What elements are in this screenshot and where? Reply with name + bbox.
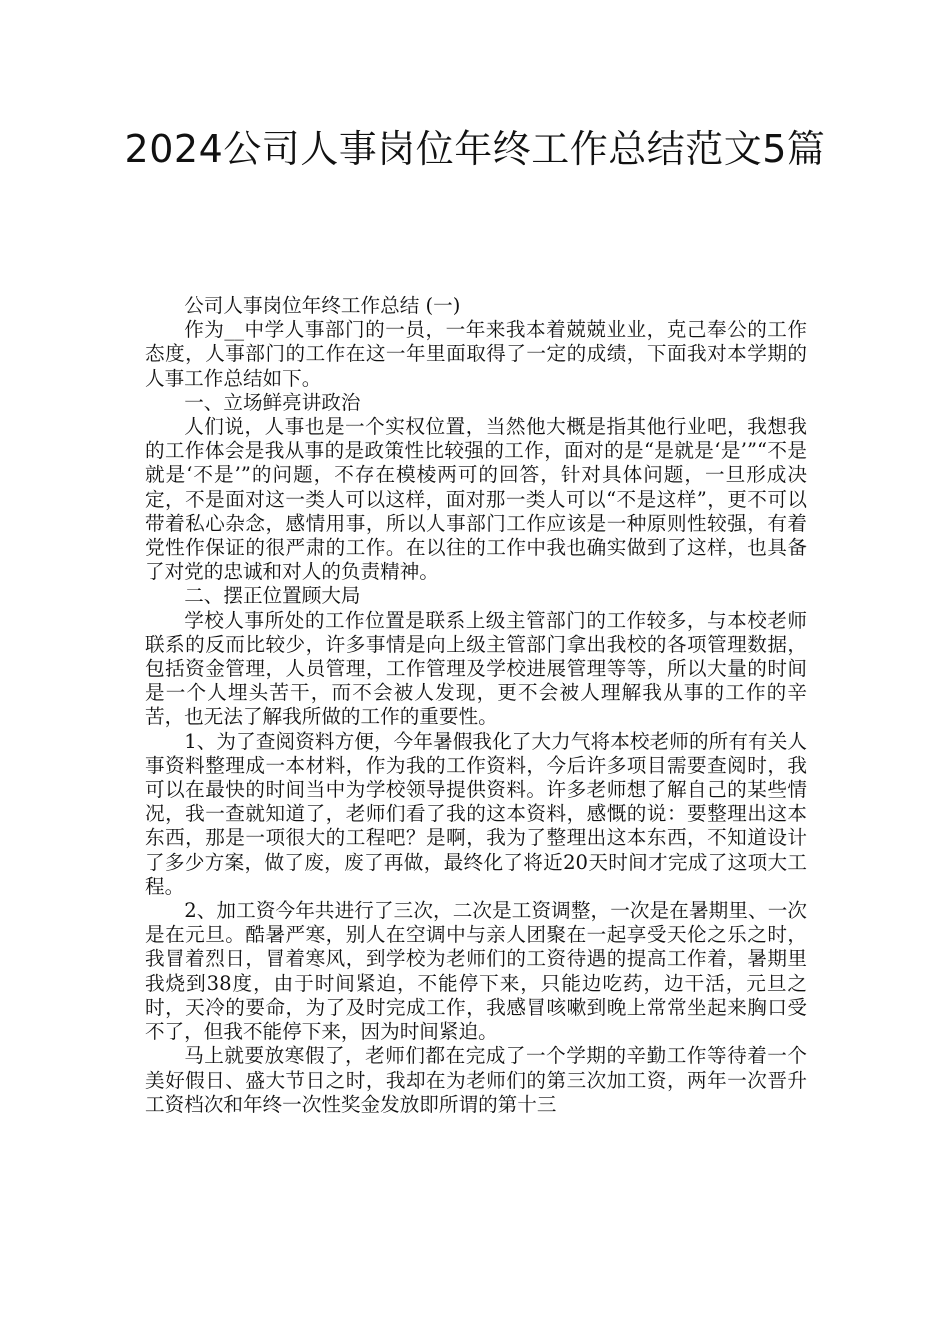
paragraph: 马上就要放寒假了，老师们都在完成了一个学期的辛勤工作等待着一个美好假日、盛大节日之时，我却在为老师们的第三次加工资，两年一次晋升工资档次和年终一次性奖金发放即所谓的第十三: [145, 1044, 807, 1116]
paragraph: 2、加工资今年共进行了三次，二次是工资调整，一次是在暑期里、一次是在元旦。酷暑严寒，别人在空调中与亲人团聚在一起享受天伦之乐之时，我冒着烈日，冒着寒风，到学校为老师们的工资待遇的提高工作着，暑期里我烧到38度，由于时间紧迫，不能停下来，只能边吃药，边干活，元旦之时，天冷的要命，为了及时完成工作，我感冒咳嗽到晚上常常坐起来胸口受不了，但我不能停下来，因为时间紧迫。: [145, 899, 807, 1044]
sub-heading: 二、摆正位置顾大局: [184, 584, 361, 608]
section-heading: 公司人事岗位年终工作总结 (一): [184, 294, 461, 317]
paragraph: 作为__中学人事部门的一员，一年来我本着兢兢业业，克己奉公的工作态度，人事部门的工作在这一年里面取得了一定的成绩，下面我对本学期的人事工作总结如下。: [145, 318, 807, 390]
paragraph: 1、为了查阅资料方便，今年暑假我化了大力气将本校老师的所有有关人事资料整理成一本材料，作为我的工作资料，今后许多项目需要查阅时，我可以在最快的时间当中为学校领导提供资料。许多老师想了解自己的某些情况，我一查就知道了，老师们看了我的这本资料，感慨的说：要整理出这本东西，那是一项很大的工程吧？是啊，我为了整理出这本东西，不知道设计了多少方案，做了废，废了再做，最终化了将近20天时间才完成了这项大工程。: [145, 729, 807, 898]
paragraph: 学校人事所处的工作位置是联系上级主管部门的工作较多，与本校老师联系的反而比较少，许多事情是向上级主管部门拿出我校的各项管理数据，包括资金管理，人员管理，工作管理及学校进展管理等等，所以大量的时间是一个人埋头苦干，而不会被人发现，更不会被人理解我从事的工作的辛苦，也无法了解我所做的工作的重要性。: [145, 608, 807, 729]
sub-heading: 一、立场鲜亮讲政治: [184, 390, 361, 414]
document-body: [145, 294, 807, 1117]
document-title: 2024公司人事岗位年终工作总结范文5篇: [124, 127, 826, 171]
paragraph: 人们说，人事也是一个实权位置，当然他大概是指其他行业吧，我想我的工作体会是我从事的是政策性比较强的工作，面对的是“是就是‘是’”“不是就是‘不是’”的问题，不存在模棱两可的回答，针对具体问题，一旦形成决定，不是面对这一类人可以这样，面对那一类人可以“不是这样”，更不可以带着私心杂念，感情用事，所以人事部门工作应该是一种原则性较强，有着党性作保证的很严肃的工作。在以往的工作中我也确实做到了这样，也具备了对党的忠诚和对人的负责精神。: [145, 415, 807, 584]
